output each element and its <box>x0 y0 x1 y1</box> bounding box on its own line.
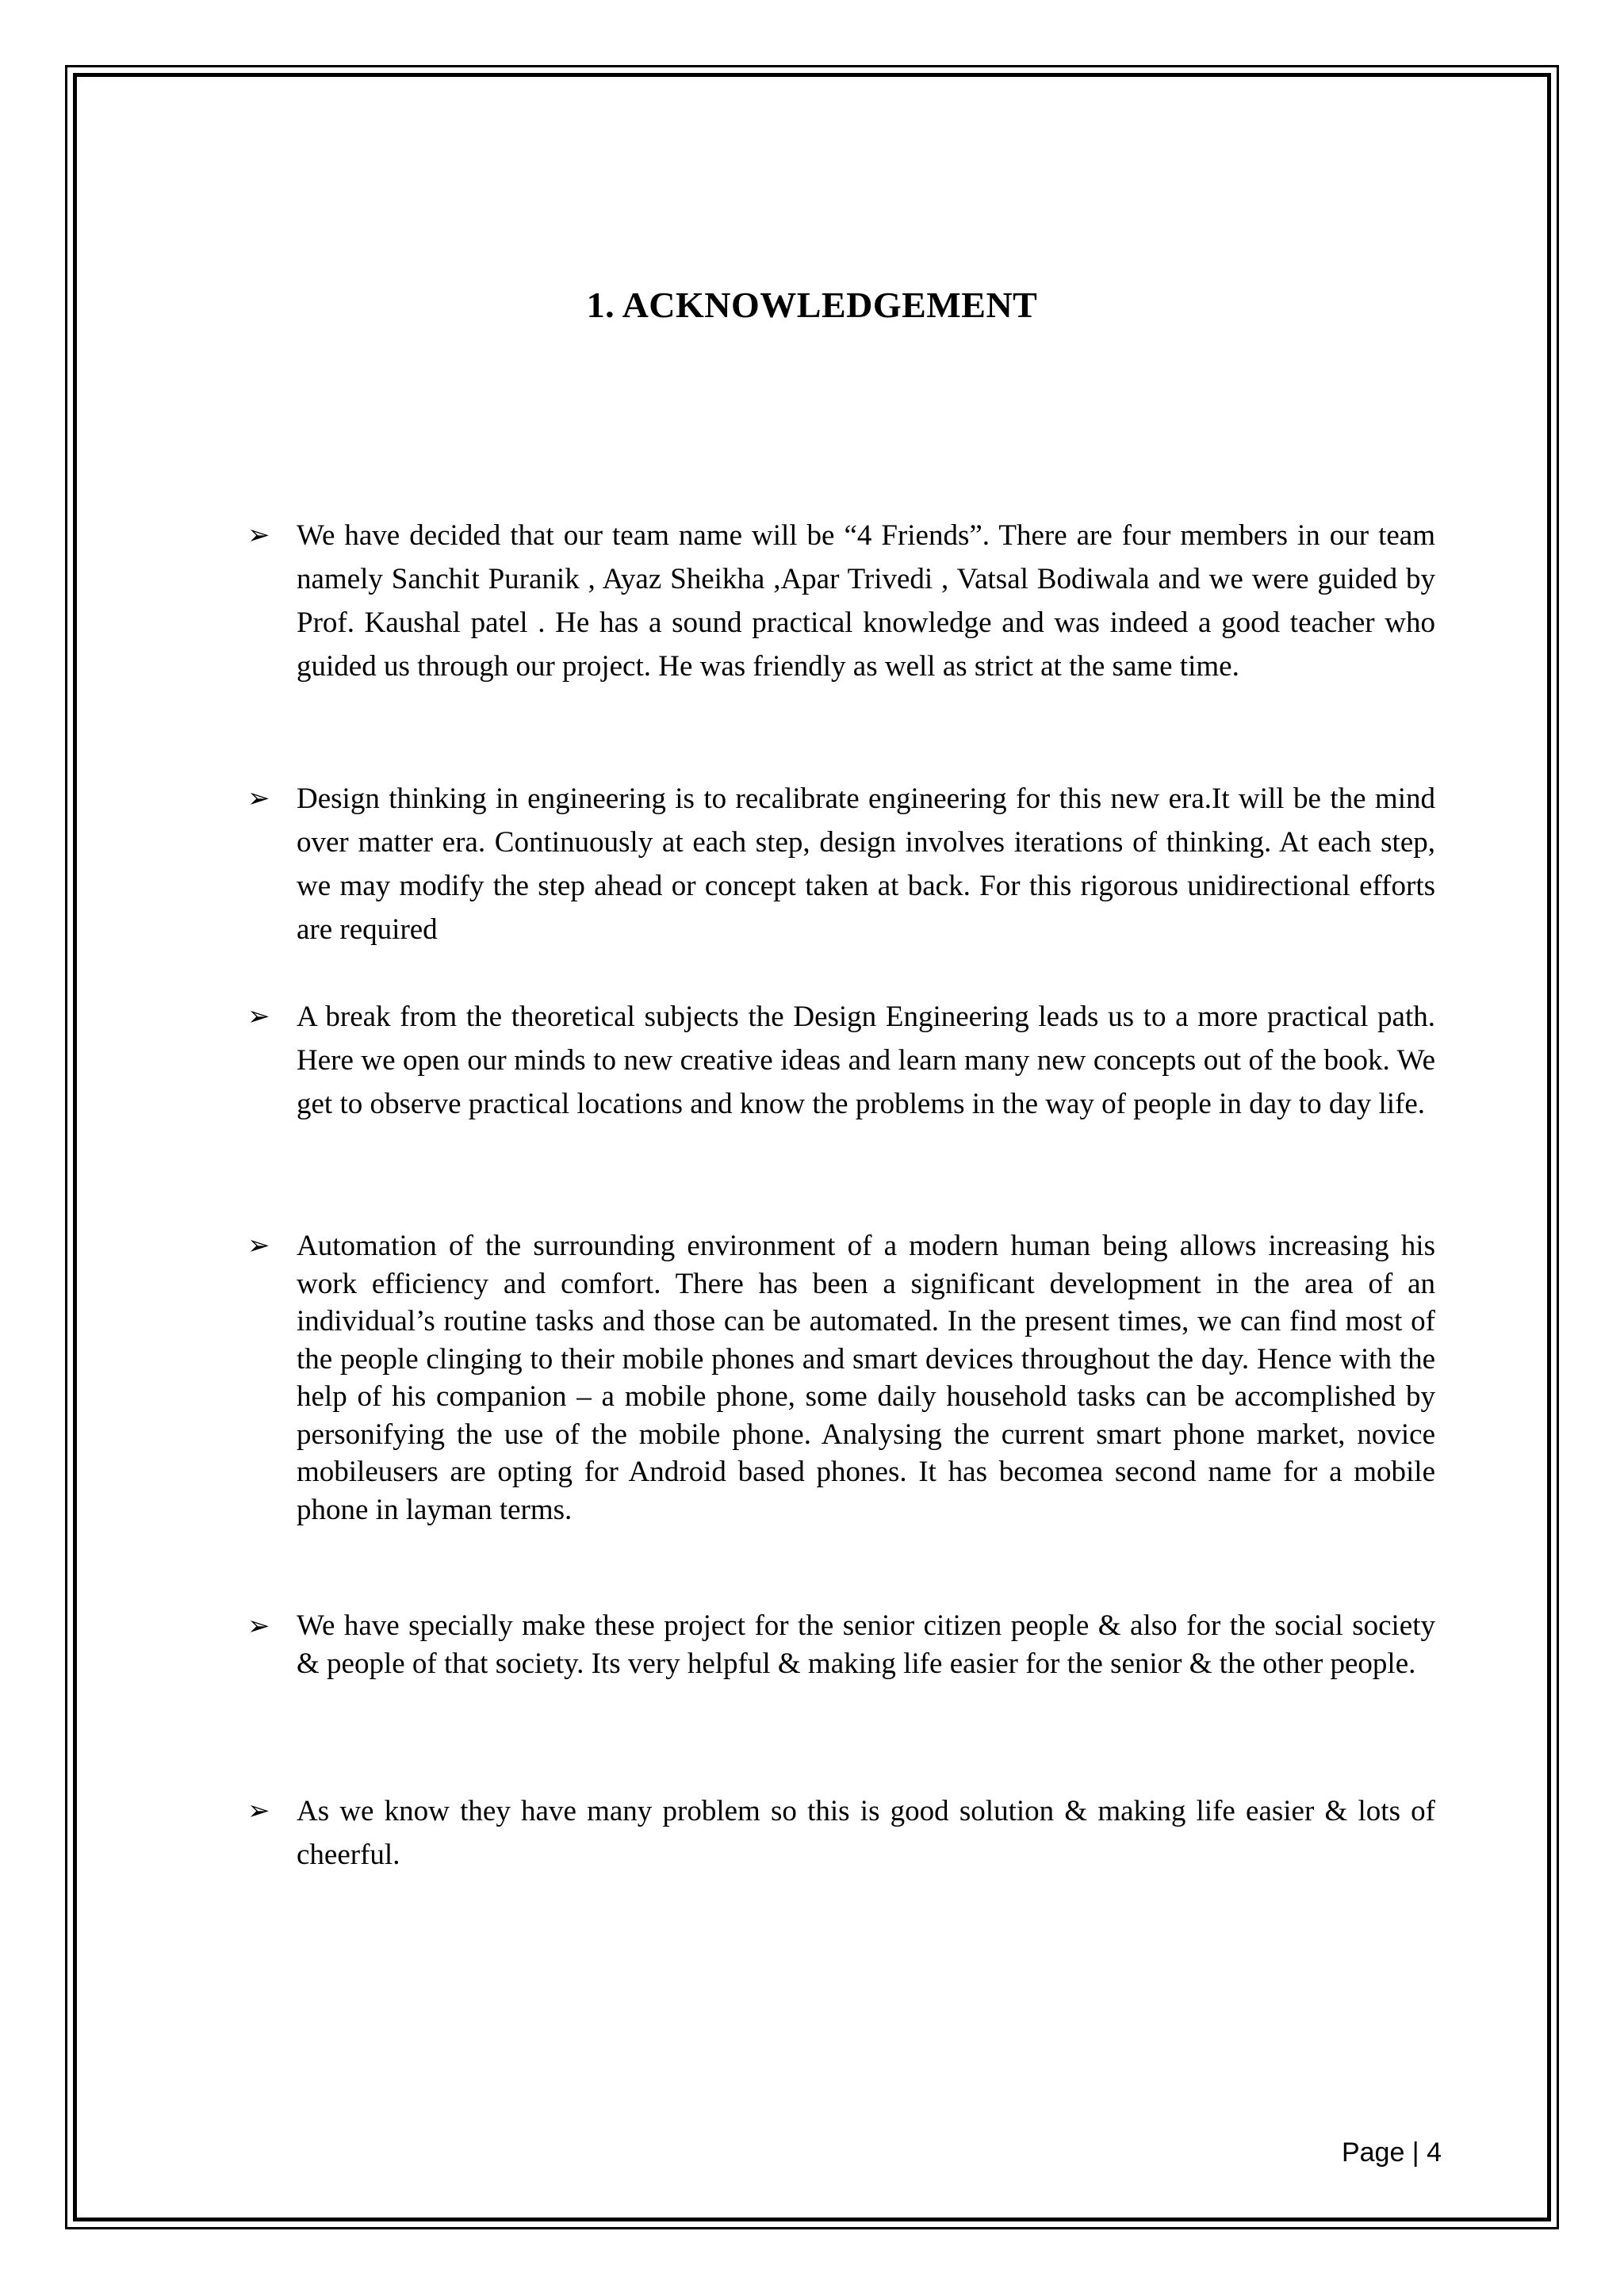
bullet-item-1 <box>238 514 1435 688</box>
arrow-bullet-icon: ➢ <box>247 1001 270 1032</box>
bullet-text: A break from the theoretical subjects the Design Engineering leads us to a more practical path. Here we open our minds to new creative ideas and learn many new concepts out of the book. We get to observe practical locations and know the problems in the way of people in day to day life. <box>297 1001 1435 1120</box>
arrow-bullet-icon: ➢ <box>247 783 270 814</box>
bullet-text: As we know they have many problem so this is good solution & making life easier & lots of cheerful. <box>297 1795 1435 1871</box>
bullet-item-2 <box>238 777 1435 951</box>
arrow-bullet-icon: ➢ <box>247 1795 270 1827</box>
bullet-text: Automation of the surrounding environment of a modern human being allows increasing his work efficiency and comfort. There has been a significant development in the area of an individual’s routine tasks and those can be automated. In the present times, we can find most of the people clinging to their mobile phones and smart devices throughout the day. Hence with the help of his companion – a mobile phone, some daily household tasks can be accomplished by personifying the use of the mobile phone. Analysing the current smart phone market, novice mobileusers are opting for Android based phones. It has becomea second name for a mobile phone in layman terms. <box>297 1230 1435 1526</box>
bullet-text: We have specially make these project for the senior citizen people & also for the social society & people of that society. Its very helpful & making life easier for the senior & the other people. <box>297 1609 1435 1680</box>
page-border-inner <box>73 73 1551 2221</box>
bullet-item-6 <box>238 1789 1435 1877</box>
bullet-text: Design thinking in engineering is to recalibrate engineering for this new era.It will be the mind over matter era. Continuously at each step, design involves iterations of thinking. At each step, we may modify the step ahead or concept taken at back. For this rigorous unidirectional efforts are required <box>297 783 1435 946</box>
arrow-bullet-icon: ➢ <box>247 1230 270 1261</box>
arrow-bullet-icon: ➢ <box>247 1610 270 1642</box>
bullet-item-4 <box>238 1227 1435 1529</box>
arrow-bullet-icon: ➢ <box>247 519 270 551</box>
bullet-item-3 <box>238 995 1435 1126</box>
page-number: Page | 4 <box>1341 2137 1442 2168</box>
bullet-text: We have decided that our team name will be “4 Friends”. There are four members in our team namely Sanchit Puranik , Ayaz Sheikha ,Apar Trivedi , Vatsal Bodiwala and we were guided by Prof. Kaushal patel . He has a sound practical knowledge and was indeed a good teacher who guided us through our project. He was friendly as well as strict at the same time. <box>297 519 1435 683</box>
section-title: 1. ACKNOWLEDGEMENT <box>586 285 1038 325</box>
bullet-item-5 <box>238 1607 1435 1683</box>
